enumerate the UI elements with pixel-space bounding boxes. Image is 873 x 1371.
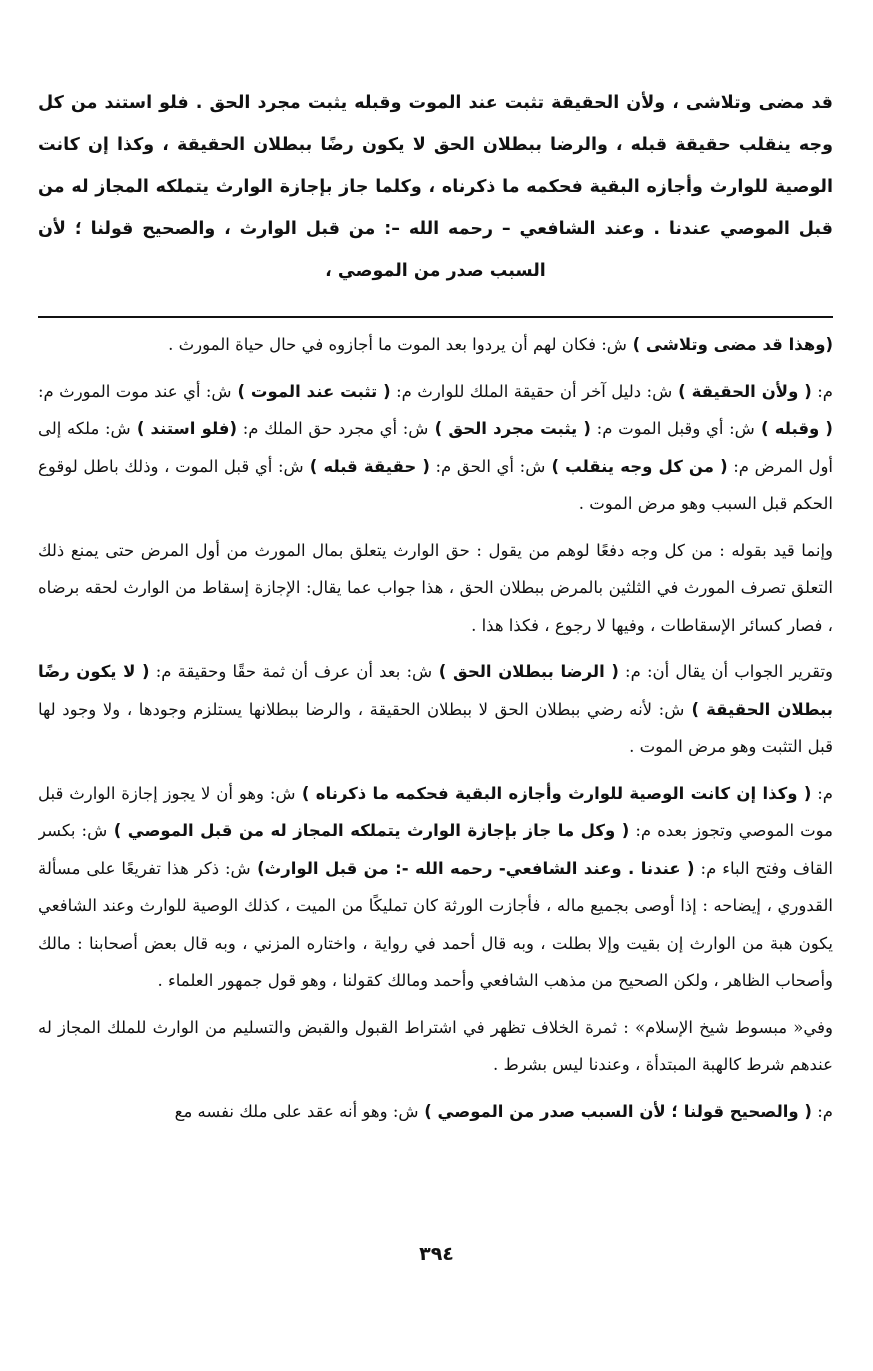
quoted-matn-text: ( وكل ما جاز بإجازة الوارث يتملكه المجاز له من قبل الموصي )	[107, 821, 630, 840]
page-number: ٣٩٤	[419, 1243, 454, 1265]
quoted-matn-text: ( وكذا إن كانت الوصية للوارث وأجازه البقية فحكمه ما ذكرناه )	[295, 783, 812, 803]
commentary-para-wa-innama-qayyada	[38, 532, 833, 645]
commentary-para-wa-taqrir-al-jawab	[38, 653, 833, 766]
book-page	[38, 82, 833, 1371]
quoted-matn-text: ( عندنا . وعند الشافعي- رحمه الله -: من قبل الوارث)	[250, 858, 695, 878]
commentary-text: وفي« مبسوط شيخ الإسلام» : ثمرة الخلاف تظهر في اشتراط القبول والقبض والتسليم من الوارث للملك المجاز له عندهم شرط كالهبة المبتدأة ، وعندنا ليس بشرط .	[38, 1017, 833, 1074]
quoted-matn-text: ( حقيقة قبله )	[303, 456, 430, 476]
quoted-matn-text: (فلو استند )	[130, 419, 238, 438]
commentary-text: ش: أي مجرد حق الملك م:	[237, 419, 429, 438]
commentary-para-wa-fi-mabsut	[38, 1009, 833, 1084]
commentary-text: ش: فكان لهم أن يردوا بعد الموت ما أجازوه في حال حياة المورث .	[168, 335, 627, 354]
commentary-text: م:	[811, 1101, 833, 1121]
commentary-text: ش: أي عند موت المورث م:	[38, 381, 232, 401]
quoted-matn-text: ( تثبت عند الموت )	[231, 381, 391, 401]
footnote-divider	[38, 316, 833, 318]
commentary-text: ش: لأنه رضي ببطلان الحق لا ببطلان الحقيقة ، والرضا ببطلانها يستلزم وجودها ، ولا وجود لها قبل التثبت وهو مرض الموت .	[38, 699, 833, 756]
quoted-matn-text: ( يثبت مجرد الحق )	[428, 419, 591, 438]
commentary-text: ش: وهو أنه عقد على ملك نفسه مع	[174, 1101, 419, 1121]
commentary-text: ش: بعد أن عرف أن ثمة حقًا وحقيقة م:	[149, 662, 433, 681]
commentary-para-wa-al-sahih-qawluna	[38, 1093, 833, 1131]
commentary-text: م:	[811, 381, 833, 401]
quoted-matn-text: ( وقبله )	[754, 419, 833, 438]
commentary-text: ش: أي الحق م:	[429, 456, 546, 476]
commentary-text: م:	[811, 783, 833, 803]
commentary-text: ش: بكسر القاف وفتح الباء م:	[38, 821, 833, 878]
commentary-para-wa-hadha-qad-mada	[38, 326, 833, 364]
commentary-text: ش: وهو أن لا يجوز إجازة الوارث قبل موت الموصي وتجوز بعده م:	[38, 783, 833, 840]
commentary-text: وإنما قيد بقوله : من كل وجه دفعًا لوهم من يقول : حق الوارث يتعلق بمال المورث من أول المرض حتى يمنع ذلك التعلق تصرف المورث في الثلثين بالمرض ببطلان الحق ، هذا جواب عما يقال: الإجازة إسقاط من الوارث لحقه برضاه ، فصار كسائر الإسقاطات ، وفيها لا رجوع ، فكذا هذا .	[38, 540, 833, 635]
commentary-text: ش: أي قبل الموت ، وذلك باطل لوقوع الحكم قبل السبب وهو مرض الموت .	[38, 456, 833, 513]
commentary-text: ش: دليل آخر أن حقيقة الملك للوارث م:	[390, 381, 673, 401]
commentary-para-wa-kadha-in-kanat	[38, 775, 833, 1000]
commentary-section	[38, 326, 833, 1251]
quoted-matn-text: ( ولأن الحقيقة )	[672, 381, 812, 401]
quoted-matn-text: (وهذا قد مضى وتلاشى )	[626, 335, 833, 354]
commentary-text: ش: أي وقبل الموت م:	[590, 419, 755, 438]
quoted-matn-text: ( من كل وجه ينقلب )	[545, 456, 728, 476]
quoted-matn-text: ( لا يكون رضًا ببطلان الحقيقة )	[38, 662, 833, 719]
commentary-text: ش: ملكه إلى أول المرض م:	[38, 419, 833, 476]
quoted-matn-text: ( والصحيح قولنا ؛ لأن السبب صدر من الموصي )	[418, 1101, 812, 1121]
main-text: قد مضى وتلاشى ، ولأن الحقيقة تثبت عند الموت وقبله يثبت مجرد الحق . فلو استند من كل وجه ينقلب حقيقة قبله ، والرضا ببطلان الحق لا يكون رضًا ببطلان الحقيقة ، وكذا إن كانت الوصية للوارث وأجازه البقية فحكمه ما ذكرناه ، وكلما جاز بإجازة الوارث يتملكه المجاز له من قبل الموصي عندنا . وعند الشافعي – رحمه الله –: من قبل الوارث ، والصحيح قولنا ؛ لأن السبب صدر من الموصي ،	[38, 93, 833, 281]
commentary-text: ش: ذكر هذا تفريعًا على مسألة القدوري ، إيضاحه : إذا أوصى بجميع ماله ، فأجازت الورثة كان تمليكًا من الميت ، كذلك الوصية للوارث وعند الشافعي يكون هبة من الوارث إن بقيت وإلا بطلت ، وبه قال أحمد في رواية ، واختاره المزني ، وبه قال بعض أصحابنا : مالك وأصحاب الظاهر ، ولكن الصحيح من مذهب الشافعي وأحمد ومالك كقولنا ، وهو قول جمهور العلماء .	[38, 858, 833, 990]
quoted-matn-text: ( الرضا ببطلان الحق )	[432, 662, 619, 681]
commentary-para-wa-li-anna-al-haqiqa	[38, 373, 833, 523]
commentary-text: وتقرير الجواب أن يقال أن: م:	[618, 662, 833, 681]
